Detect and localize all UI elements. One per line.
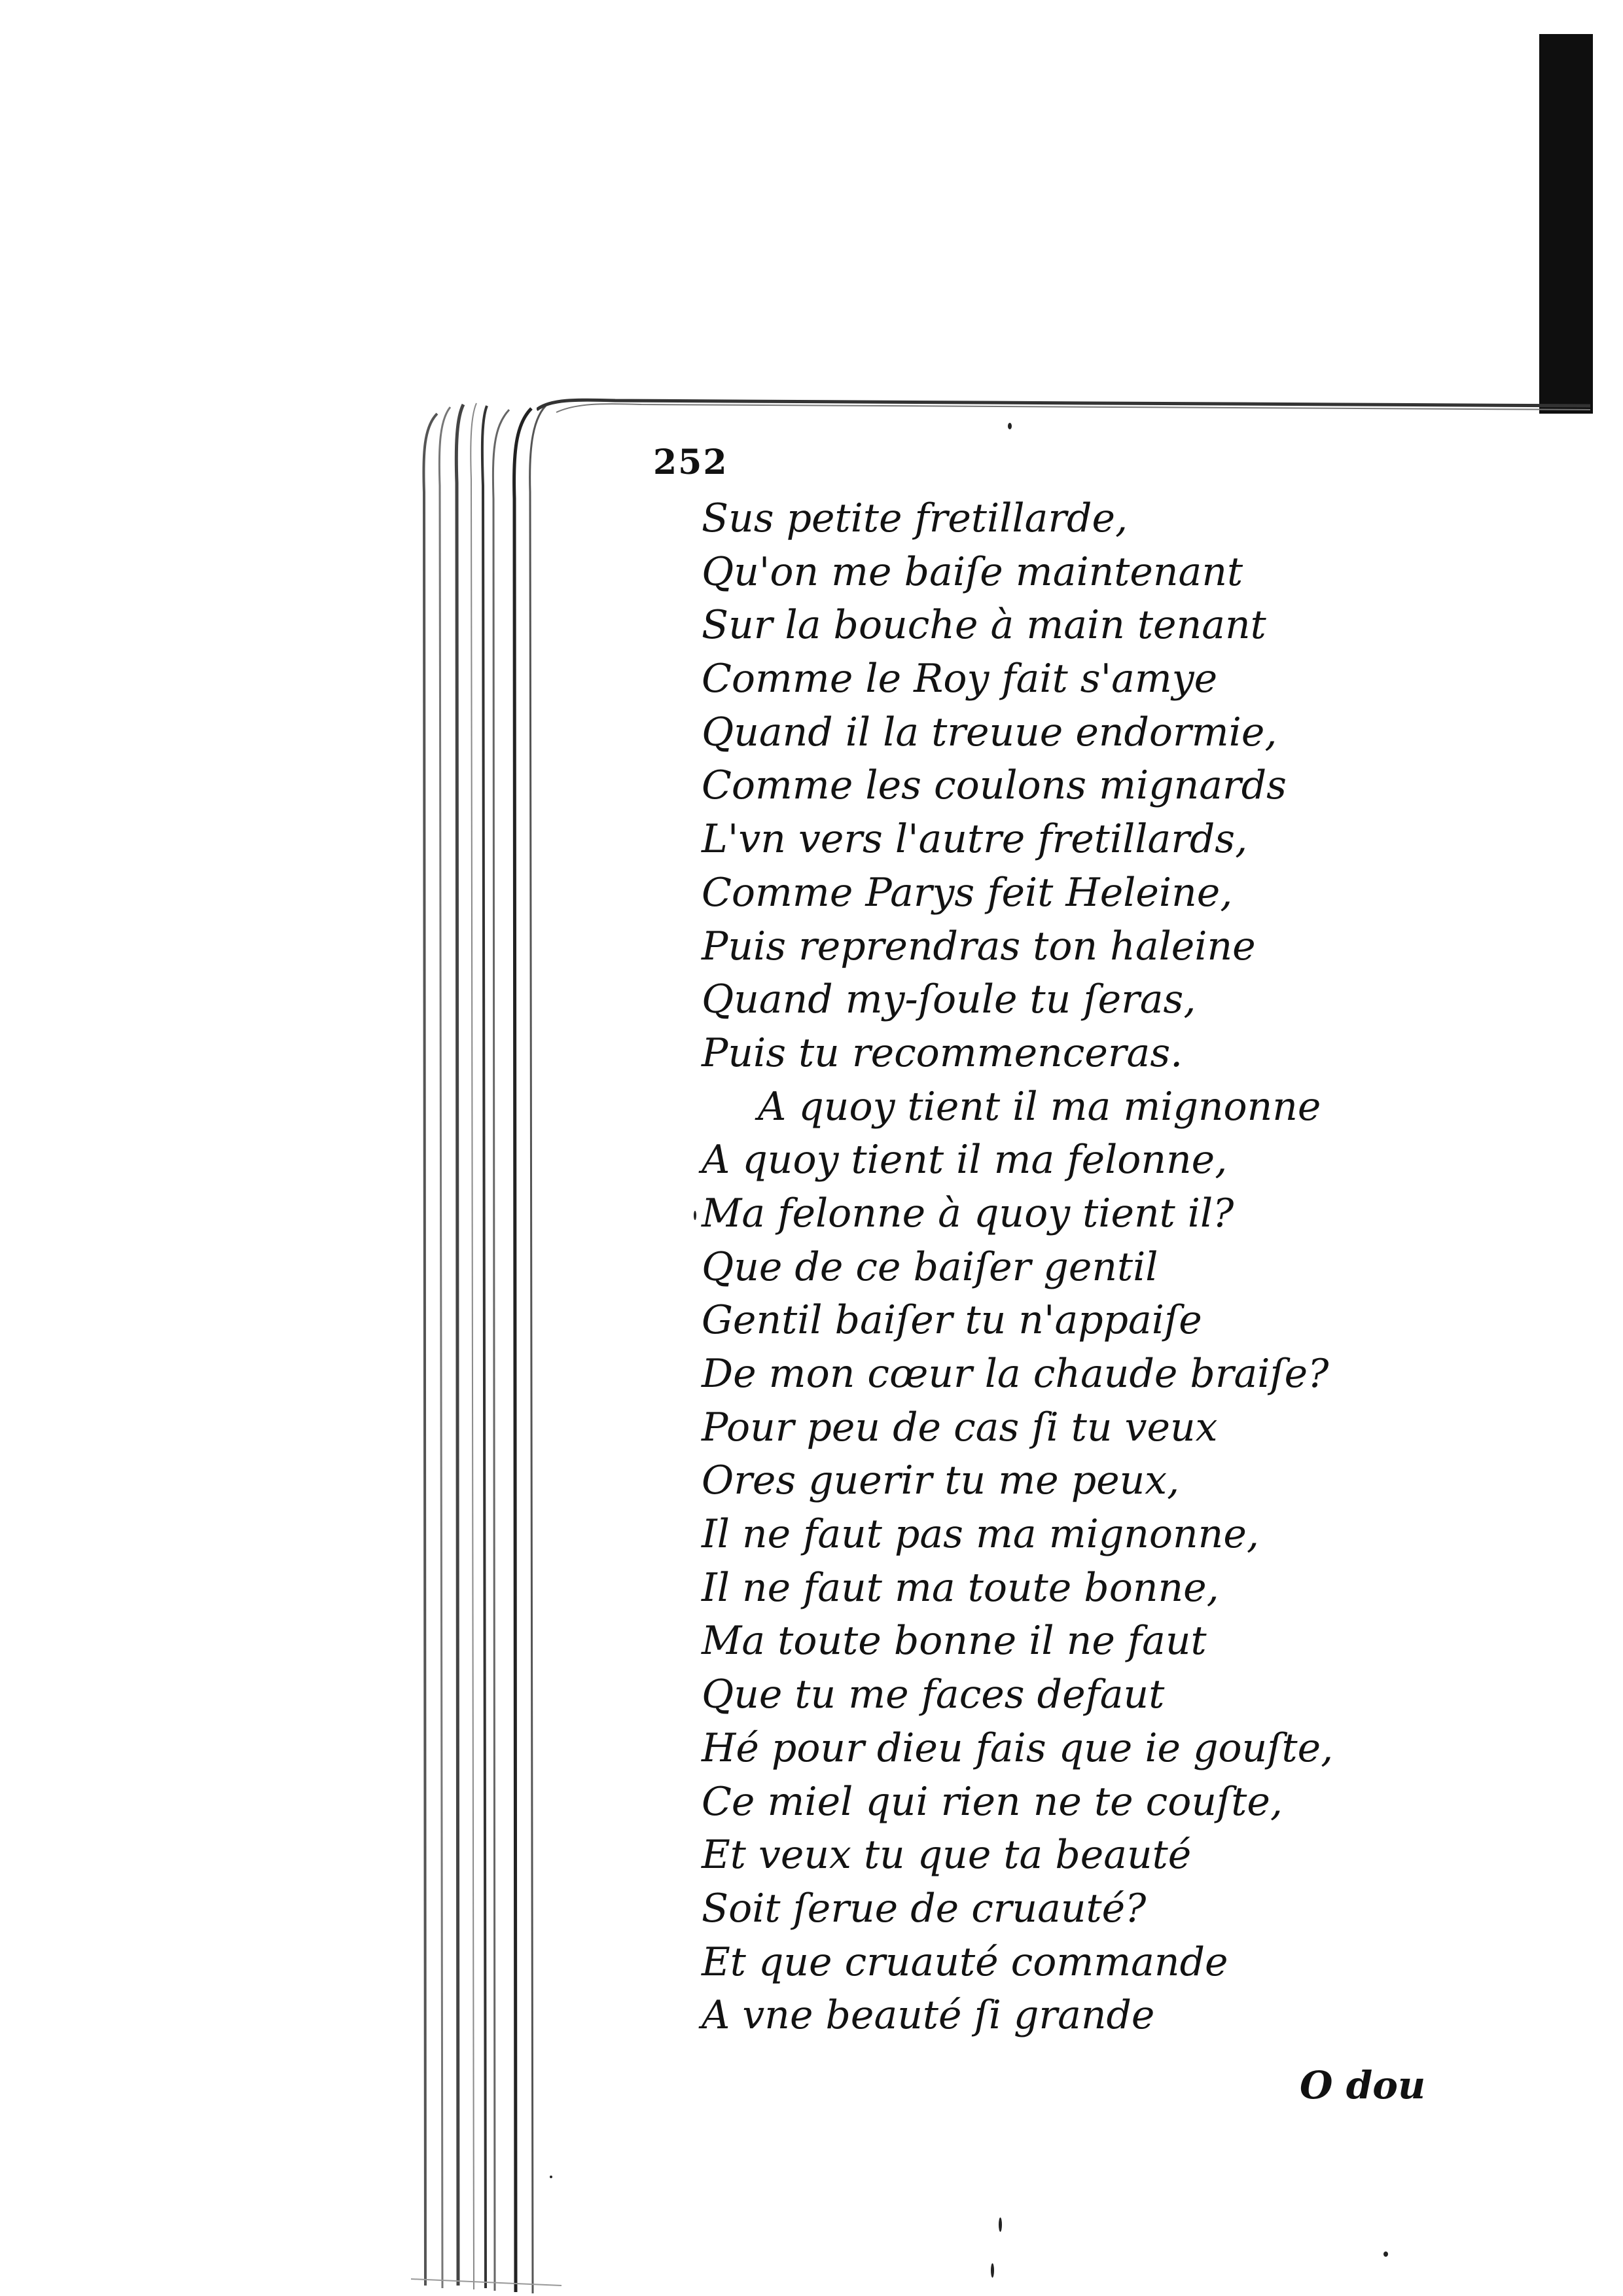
poem-line: Qu'on me baiſe maintenant: [702, 548, 1243, 595]
poem-line: Ma felonne à quoy tient il?: [702, 1190, 1234, 1236]
poem-line: Ma toute bonne il ne faut: [702, 1618, 1207, 1664]
poem-line: Gentil baiſer tu n'appaiſe: [702, 1297, 1202, 1344]
poem-line: L'vn vers l'autre fretillards,: [702, 816, 1248, 863]
poem-line: Ce miel qui rien ne te couſte,: [702, 1778, 1283, 1825]
poem-line: Quand my-ſoule tu ſeras,: [702, 977, 1196, 1023]
ink-speck: [1383, 2251, 1388, 2257]
poem-line: Pour peu de cas ſi tu veux: [702, 1404, 1218, 1450]
ink-speck: [550, 2176, 552, 2178]
poem-line: Sus petite fretillarde,: [702, 495, 1128, 541]
page-number: 252: [653, 442, 728, 482]
ink-speck: [999, 2217, 1002, 2232]
poem-line: Comme Parys feit Heleine,: [702, 869, 1233, 916]
poem-line: Hé pour dieu fais que ie gouſte,: [702, 1725, 1334, 1771]
book-page-edges: [411, 401, 562, 2296]
poem-line: Que tu me faces defaut: [702, 1672, 1165, 1718]
poem-line: Comme le Roy fait s'amye: [702, 656, 1218, 702]
poem-line: Et que cruauté commande: [702, 1939, 1228, 1985]
dark-background-edge: [1539, 34, 1593, 414]
ink-speck: [694, 1211, 696, 1220]
poem-line: Comme les coulons mignards: [702, 762, 1287, 809]
poem-line: De mon cœur la chaude braiſe?: [702, 1351, 1329, 1397]
page-top-border: [537, 397, 1590, 415]
poem-line: Il ne faut ma toute bonne,: [702, 1564, 1219, 1611]
poem-line: Soit ſerue de cruauté?: [702, 1885, 1147, 1931]
catchword: O dou: [1300, 2063, 1426, 2108]
poem-text: [702, 492, 1356, 2043]
poem-line: A quoy tient il ma mignonne: [758, 1083, 1321, 1130]
poem-line: Quand il la treuue endormie,: [702, 709, 1277, 755]
poem-line: Ores guerir tu me peux,: [702, 1458, 1180, 1504]
poem-line: Et veux tu que ta beauté: [702, 1832, 1192, 1878]
poem-line: Que de ce baiſer gentil: [702, 1244, 1158, 1290]
poem-line: Sur la bouche à main tenant: [702, 602, 1266, 649]
poem-line: A quoy tient il ma felonne,: [702, 1137, 1228, 1183]
ink-speck: [991, 2263, 994, 2278]
poem-line: A vne beauté ſi grande: [702, 1992, 1155, 2039]
poem-line: Puis tu recommenceras.: [702, 1030, 1183, 1076]
poem-line: Puis reprendras ton haleine: [702, 923, 1256, 969]
poem-line: Il ne faut pas ma mignonne,: [702, 1511, 1259, 1558]
ink-speck: [1008, 423, 1012, 429]
